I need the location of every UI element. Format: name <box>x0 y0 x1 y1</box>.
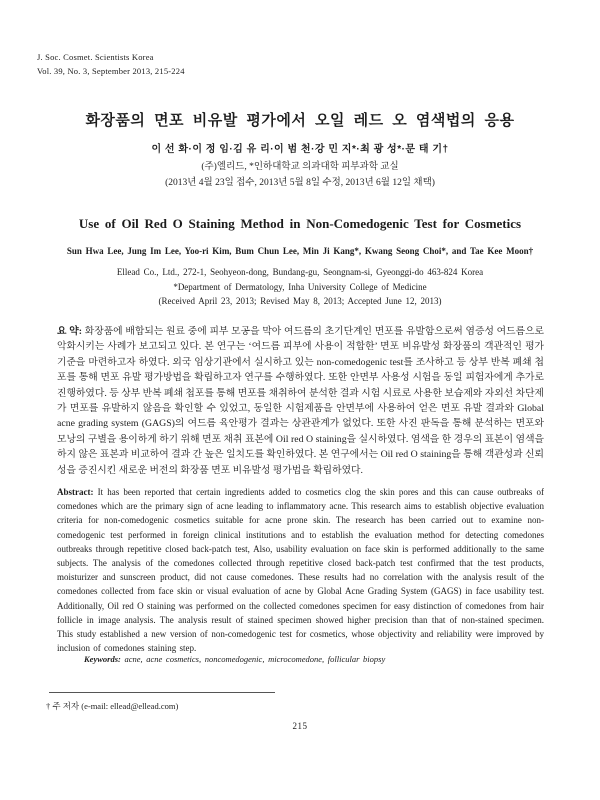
abstract-section <box>57 324 544 656</box>
affiliation-english-line-1: Ellead Co., Ltd., 272-1, Seohyeon-dong, Bundang-gu, Seongnam-si, Gyeonggi-do 463-824 Korea <box>116 267 484 277</box>
abstract-korean-label: 요 약: <box>57 326 82 337</box>
footnote-divider <box>49 692 275 693</box>
keywords-line <box>84 654 543 664</box>
abstract-english <box>57 485 544 655</box>
title-korean: 화장품의 면포 비유발 평가에서 오일 레드 오 염색법의 응용 <box>85 112 515 129</box>
journal-issue: Vol. 39, No. 3, September 2013, 215-224 <box>37 65 185 76</box>
received-revised-accepted: (Received April 23, 2013; Revised May 8, 2013; Accepted June 12, 2013) <box>158 296 442 306</box>
corresponding-author-footnote: † 주 저자 (e-mail: ellead@ellead.com) <box>46 701 179 711</box>
keywords-label: Keywords: <box>84 654 121 664</box>
journal-name: J. Soc. Cosmet. Scientists Korea <box>37 52 154 62</box>
affiliation-english <box>0 265 600 309</box>
affiliation-korean <box>0 160 600 191</box>
abstract-korean-text: 화장품에 배합되는 원료 중에 피부 모공을 막아 여드름의 초기단계인 면포를 유발함으로써 염증성 여드름으로 악화시키는 사례가 보고되고 있다. 본 연구는 ‘여드름 피부에 사용이 적합한’ 면포 비유발성 화장품의 객관적인 평가 기준을 마련하고자 하였다. 외국 임상기관에서 실시하고 있는 non-comedogenic test를 조사하고 등 상부 반복 폐쇄 첩포를 통해 면포 유발 평가방법을 확립하고자 연구를 수행하였다. 또한 안면부 사용성 시험을 동일 피험자에게 추가로 진행하였다. 등 상부 반복 폐쇄 첩포를 통해 면포를 채취하여 분석한 결과 시험 시료로 사용한 보습제와 자외선 차단제가 면포를 유발하지 않음을 확인할 수 있었고, 동일한 시험제품을 안면부에 사용하여 얻은 면포 유발 결과와 Global acne grading system (GAGS)의 여드름 육안평가 결과는 상관관계가 없었다. 또한 사진 판독을 통해 분석하는 면포와 모낭의 구별을 용이하게 하기 위해 면포 채취 표본에 Oil red O staining을 실시하였다. 염색을 한 경우의 표본이 염색을 하지 않은 표본과 비교하여 결과 간 높은 일치도를 확인하였다. 본 연구에서는 Oil red O staining을 통해 객관성과 신뢰성을 증진시킨 새로운 버전의 화장품 면포 비유발성 평가법을 확립하였다. <box>57 326 545 476</box>
page-number: 215 <box>292 721 308 731</box>
keywords-text: acne, acne cosmetics, noncomedogenic, microcomedone, follicular biopsy <box>124 654 386 664</box>
journal-header <box>37 51 185 78</box>
title-english: Use of Oil Red O Staining Method in Non-Comedogenic Test for Cosmetics <box>78 216 522 231</box>
affiliation-korean-line: (주)엘리드, *인하대학교 의과대학 피부과학 교실 <box>201 162 399 172</box>
abstract-english-text: It has been reported that certain ingredients added to cosmetics clog the skin pores and this can cause outbreaks of comedones which are the primary sign of acne leading to inflammatory acne. This research aims to establish objective evaluation criteria for non-comedogenic cosmetics suitable for acne prone skin. The research has been carried out to examine non-comedogenic test performed in foreign clinical institutions and to establish the evaluation method for detecting comedones outbreaks through repetitive closed back-patch test, Also, usability evaluation on face skin is performed additionally to the same subjects. The analysis of the comedones collected through repetitive closed back-patch test confirmed that the test products, moisturizer and sunscreen product, did not cause comedones. These results had no correlation with the analysis result of the comedones collected from face skin or visual evaluation of acne by Global Acne Grading System (GAGS) in face usability test. Additionally, Oil red O staining was performed on the collected comedones specimen for easy distinction of comedones from hair follicle in image analysis. The analysis result of stained specimen showed higher precision than that of non-stained specimen. This study established a new version of non-comedogenic test for cosmetics, whose objectivity and reliability were improved by inclusion of comedones staining step. <box>57 487 544 654</box>
authors-english: Sun Hwa Lee, Jung Im Lee, Yoo-ri Kim, Bum Chun Lee, Min Ji Kang*, Kwang Seong Choi*, and Tae Kee Moon† <box>66 246 534 256</box>
authors-korean: 이 선 화·이 정 임·김 유 리·이 범 천·강 민 지*·최 광 성*·문 태 기† <box>151 144 449 155</box>
submission-dates-korean: (2013년 4월 23일 접수, 2013년 5월 8일 수정, 2013년 6월 12일 채택) <box>165 177 435 188</box>
abstract-korean <box>57 324 544 478</box>
affiliation-english-line-2: *Department of Dermatology, Inha University College of Medicine <box>173 281 427 292</box>
abstract-english-label: Abstract: <box>57 487 94 498</box>
